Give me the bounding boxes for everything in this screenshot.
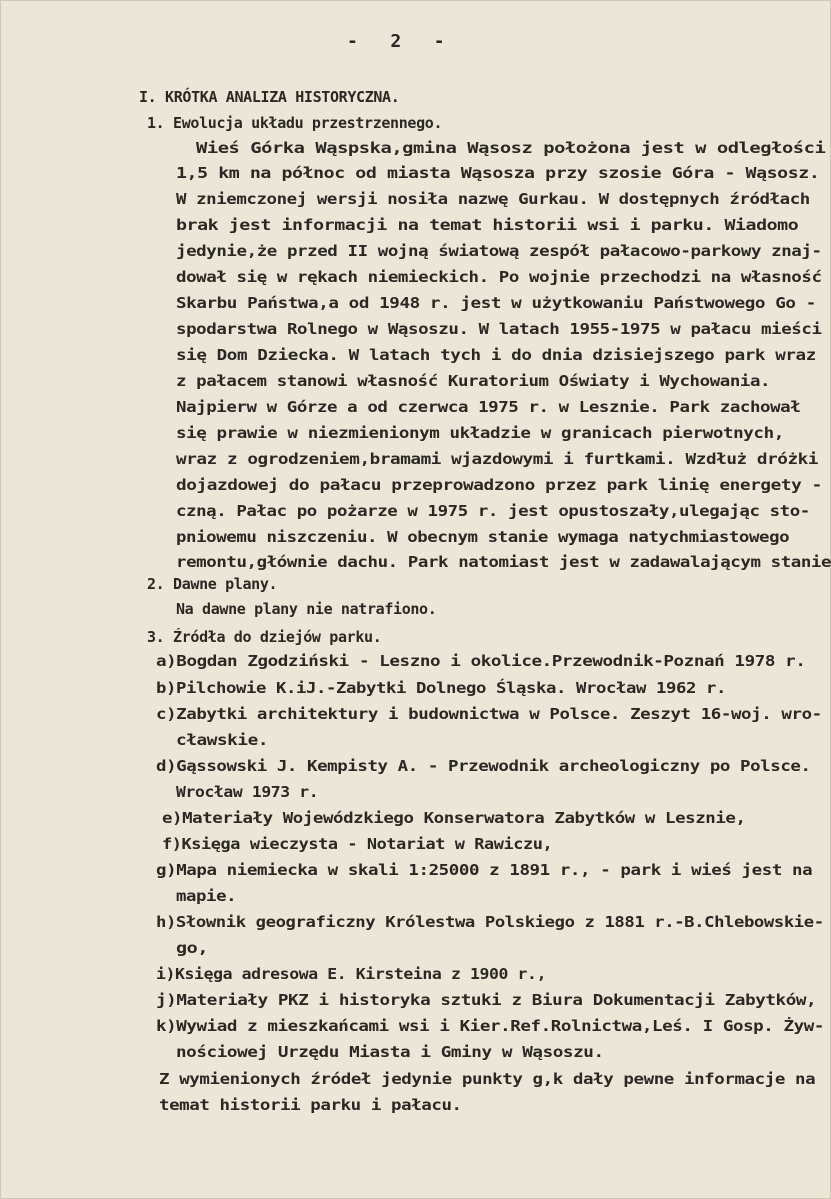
source-item: nościowej Urzędu Miasta i Gminy w Wąsoszu. [176,1043,604,1061]
evolution-line: dował się w rękach niemieckich. Po wojnie przechodzi na własność [176,268,822,286]
evolution-line: W zniemczonej wersji nosiła nazwę Gurkau. W dostępnych źródłach [176,190,810,208]
subsection-title-evolution: 1. Ewolucja układu przestrzennego. [147,114,443,132]
evolution-line: jedynie,że przed II wojną światową zespół pałacowo-parkowy znaj- [176,242,822,260]
source-item: j)Materiały PKZ i historyka sztuki z Biura Dokumentacji Zabytków, [156,991,817,1009]
subsection-title-sources: 3. Źródła do dziejów parku. [147,628,382,646]
evolution-line: dojazdowej do pałacu przeprowadzono przez park linię energety - [176,476,822,494]
source-item: Wrocław 1973 r. [176,783,319,801]
source-item: f)Księga wieczysta - Notariat w Rawiczu, [162,835,553,853]
source-item: d)Gąssowski J. Kempisty A. - Przewodnik archeologiczny po Polsce. [156,757,811,775]
source-item: b)Pilchowie K.iJ.-Zabytki Dolnego Śląska. Wrocław 1962 r. [156,679,727,697]
evolution-line: się Dom Dziecka. W latach tych i do dnia dzisiejszego park wraz [176,346,816,364]
source-item: c)Zabytki architektury i budownictwa w Polsce. Zeszyt 16-woj. wro- [156,705,822,723]
evolution-line: Wieś Górka Wąspska,gmina Wąsosz położona jest w odległości [196,139,826,157]
source-item: a)Bogdan Zgodziński - Leszno i okolice.Przewodnik-Poznań 1978 r. [156,652,806,670]
conclusion-line: Z wymienionych źródeł jedynie punkty g,k dały pewne informacje na [159,1070,816,1088]
source-item: e)Materiały Wojewódzkiego Konserwatora Zabytków w Lesznie, [162,809,746,827]
evolution-line: remontu,głównie dachu. Park natomiast jest w zadawalającym stanie [176,553,831,571]
evolution-line: 1,5 km na północ od miasta Wąsosza przy szosie Góra - Wąsosz. [176,164,820,182]
evolution-line: pniowemu niszczeniu. W obecnym stanie wymaga natychmiastowego [176,528,790,546]
source-item: i)Księga adresowa E. Kirsteina z 1900 r., [156,965,547,983]
page-number: - 2 - [347,31,445,52]
subsection-title-old-plans: 2. Dawne plany. [147,575,278,593]
section-heading: I. KRÓTKA ANALIZA HISTORYCZNA. [139,88,400,106]
source-item: g)Mapa niemiecka w skali 1:25000 z 1891 r., - park i wieś jest na [156,861,813,879]
evolution-line: się prawie w niezmienionym układzie w granicach pierwotnych, [176,424,784,442]
source-item: k)Wywiad z mieszkańcami wsi i Kier.Ref.Rolnictwa,Leś. I Gosp. Żyw- [156,1017,825,1035]
evolution-line: Najpierw w Górze a od czerwca 1975 r. w Lesznie. Park zachował [176,398,801,416]
source-item: h)Słownik geograficzny Królestwa Polskiego z 1881 r.-B.Chlebowskie- [156,913,824,931]
source-item: mapie. [176,887,237,905]
source-item: cławskie. [176,731,269,749]
evolution-line: spodarstwa Rolnego w Wąsoszu. W latach 1955-1975 w pałacu mieści [176,320,822,338]
source-item: go, [176,939,209,957]
evolution-line: czną. Pałac po pożarze w 1975 r. jest opustoszały,ulegając sto- [176,502,810,520]
evolution-line: Skarbu Państwa,a od 1948 r. jest w użytkowaniu Państwowego Go - [176,294,816,312]
old-plans-text: Na dawne plany nie natrafiono. [176,600,437,618]
evolution-line: z pałacem stanowi własność Kuratorium Oświaty i Wychowania. [176,372,771,390]
evolution-line: wraz z ogrodzeniem,bramami wjazdowymi i furtkami. Wzdłuż dróżki [176,450,819,468]
conclusion-line: temat historii parku i pałacu. [159,1096,462,1114]
evolution-line: brak jest informacji na temat historii wsi i parku. Wiadomo [176,216,799,234]
